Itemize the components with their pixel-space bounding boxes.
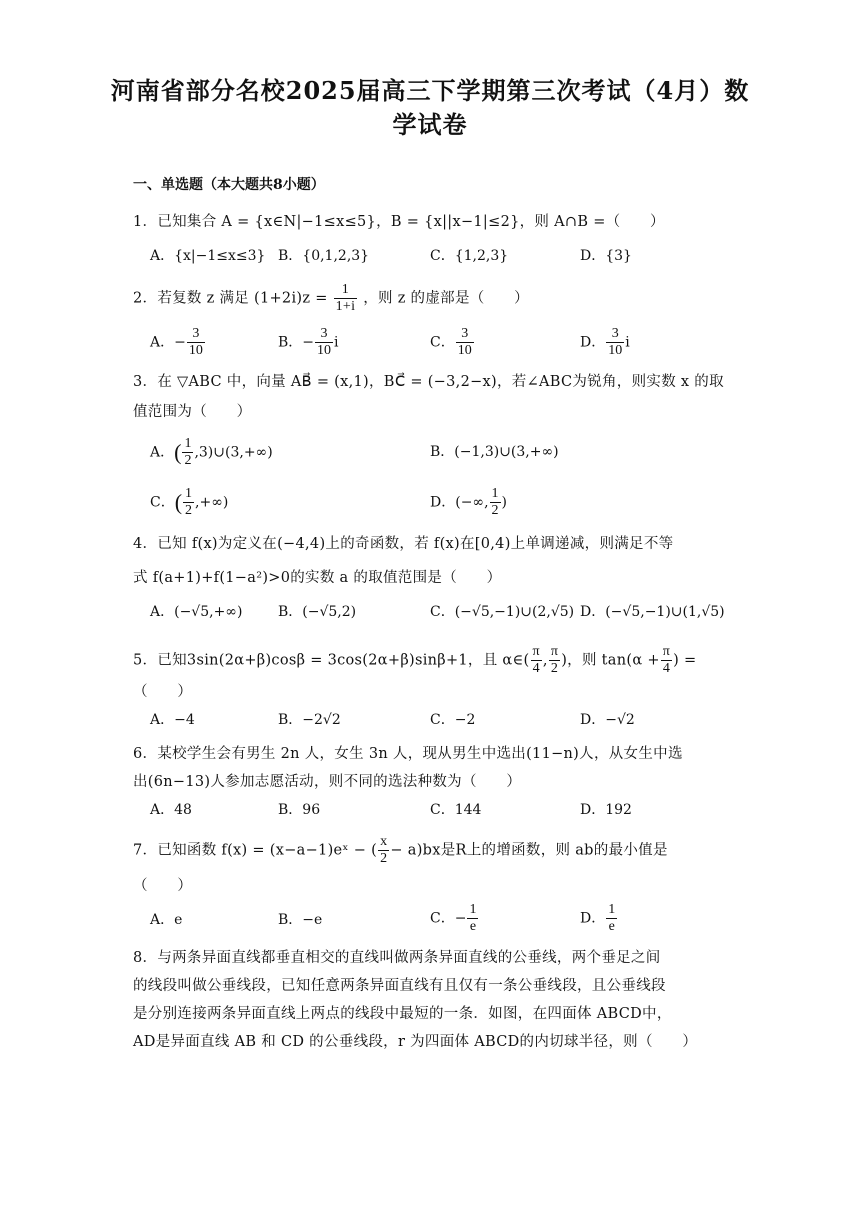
question-5-line2: （ ）: [133, 684, 193, 700]
q3-d-label: D．: [430, 494, 456, 511]
q2-option-b: [278, 326, 339, 359]
q2-fraction: [334, 282, 358, 315]
q2-a-sign: −: [174, 334, 186, 351]
q7-c-num: 1: [469, 902, 477, 917]
q3-d-pre: (−∞,: [455, 494, 489, 511]
q2-stem-b: ，则 z 的虚部是（ ）: [363, 290, 529, 307]
question-3-line1: 3．在 ▽ABC 中，向量 AB⃗ = (x,1)，BC⃗ = (−3,2−x)，若∠ABC为锐角，则实数 x 的取: [133, 374, 724, 390]
q2-a-den: 10: [188, 343, 203, 358]
q7-frac-num: x: [380, 834, 388, 849]
q3-a-rest: ,3)∪(3,+∞): [194, 444, 273, 461]
q2-option-a: [150, 326, 206, 359]
q7-frac-den: 2: [380, 851, 388, 866]
q4-option-b: B．(−√5,2): [278, 604, 357, 620]
q3-c-label: C．: [150, 494, 175, 511]
q5-two: 2: [550, 661, 559, 676]
question-8-line4: AD是异面直线 AB 和 CD 的公垂线段，r 为四面体 ABCD的内切球半径，则（ ）: [133, 1034, 698, 1050]
q2-d-den: 10: [608, 343, 623, 358]
q3-a-den: 2: [184, 453, 192, 468]
q5-part-a: 5．已知3sin(2α+β)cosβ = 3cos(2α+β)sinβ+1，且 α∈(: [133, 652, 530, 669]
question-8-line3: 是分别连接两条异面直线上两点的线段中最短的一条．如图，在四面体 ABCD中，: [133, 1006, 672, 1022]
q6-option-d: D．192: [580, 802, 632, 818]
q5-option-c: C．−2: [430, 712, 476, 728]
q3-c-num: 1: [185, 486, 193, 501]
q3-a-num: 1: [184, 436, 192, 451]
question-6-line2: 出(6n−13)人参加志愿活动，则不同的选法种数为（ ）: [133, 774, 522, 790]
q4-option-c: C．(−√5,−1)∪(2,√5): [430, 604, 575, 620]
q2-frac-num: 1: [334, 282, 358, 299]
q3-c-den: 2: [185, 503, 193, 518]
q2-option-c: [430, 326, 475, 359]
q3-d-num: 1: [491, 486, 499, 501]
question-5-line1: 5．已知3sin(2α+β)cosβ = 3cos(2α+β)sinβ+1，且 α∈( $\frac{\pi}{4}$ , $\frac{\pi}{2}$ )，则 tan(α + $\frac{\pi}{4}$ ) =: [133, 644, 697, 676]
q2-d-suffix: i: [625, 334, 630, 351]
q2-d-num: 3: [606, 326, 624, 343]
q5-option-a: A．−4: [150, 712, 195, 728]
q5-four-1: 4: [532, 661, 540, 676]
q1-option-d: D．{3}: [580, 248, 632, 264]
q5-option-d: D．−√2: [580, 712, 635, 728]
q2-d-label: D．: [580, 334, 606, 351]
question-1-stem: 1．已知集合 A = {x∈N|−1≤x≤5}，B = {x||x−1|≤2}，则 A∩B =（ ）: [133, 214, 665, 230]
question-8-line1: 8．与两条异面直线都垂直相交的直线叫做两条异面直线的公垂线，两个垂足之间: [133, 950, 661, 966]
question-3-line2: 值范围为（ ）: [133, 404, 252, 420]
q5-pi-1: π: [532, 644, 540, 659]
q5-pi-3: π: [662, 644, 671, 659]
question-4-line2: 式 f(a+1)+f(1−a²)>0的实数 a 的取值范围是（ ）: [133, 570, 502, 586]
q3-a-label: A．: [150, 444, 175, 461]
q4-option-d: D．(−√5,−1)∪(1,√5): [580, 604, 725, 620]
q5-four-2: 4: [662, 661, 671, 676]
question-7-line1: [133, 834, 753, 867]
q2-b-suffix: i: [334, 334, 339, 351]
section-heading: 一、单选题（本大题共8小题）: [133, 177, 325, 193]
q2-frac-den: 1+i: [335, 299, 356, 314]
q1-option-c: C．{1,2,3}: [430, 248, 509, 264]
q2-c-num: 3: [456, 326, 474, 343]
q3-d-rest: ): [501, 494, 508, 511]
q2-b-num: 3: [315, 326, 333, 343]
q1-option-b: B．{0,1,2,3}: [278, 248, 370, 264]
q3-option-b: B．(−1,3)∪(3,+∞): [430, 444, 559, 460]
q2-b-den: 10: [317, 343, 332, 358]
q4-option-a: A．(−√5,+∞): [150, 604, 243, 620]
q2-b-sign: −: [302, 334, 315, 351]
page-title: 河南省部分名校2025届高三下学期第三次考试（4月）数学试卷: [110, 76, 750, 139]
q2-a-label: A．: [150, 334, 175, 351]
q3-option-c: C．( $\frac{1}{2}$ ,+∞): [150, 486, 229, 518]
q7-option-d: [580, 902, 618, 935]
q6-option-b: B．96: [278, 802, 321, 818]
q2-b-label: B．: [278, 334, 303, 351]
q7-option-c: [430, 902, 479, 935]
q2-option-d: [580, 326, 630, 359]
q7-part-b: − a)bx是R上的增函数，则 ab的最小值是: [390, 842, 668, 859]
q7-c-label: C．−: [430, 910, 467, 927]
q5-option-b: B．−2√2: [278, 712, 341, 728]
q6-option-c: C．144: [430, 802, 482, 818]
q5-part-b: )，则 tan(α +: [561, 652, 660, 669]
q3-d-den: 2: [491, 503, 499, 518]
q7-option-b: B．−e: [278, 912, 323, 928]
question-6-line1: 6．某校学生会有男生 2n 人，女生 3n 人，现从男生中选出(11−n)人，从女生中选: [133, 746, 683, 762]
q6-option-a: A．48: [150, 802, 192, 818]
q5-part-c: ) =: [673, 652, 697, 669]
q3-option-d: [430, 486, 507, 519]
q2-a-num: 3: [187, 326, 205, 343]
q2-stem-a: 2．若复数 z 满足 (1+2i)z =: [133, 290, 328, 307]
question-4-line1: 4．已知 f(x)为定义在(−4,4)上的奇函数，若 f(x)在[0,4)上单调递减，则满足不等: [133, 536, 674, 552]
q7-c-den: e: [469, 919, 477, 934]
q7-option-a: A．e: [150, 912, 183, 928]
q7-d-label: D．: [580, 910, 606, 927]
q7-d-den: e: [608, 919, 615, 934]
q7-d-num: 1: [608, 902, 616, 917]
q2-c-label: C．: [430, 334, 455, 351]
q5-pi-2: π: [550, 644, 559, 659]
question-7-line2: （ ）: [133, 878, 193, 894]
question-8-line2: 的线段叫做公垂线段，已知任意两条异面直线有且仅有一条公垂线段，且公垂线段: [133, 978, 666, 994]
q1-option-a: A．{x|−1≤x≤3}: [150, 248, 266, 264]
q7-part-a: 7．已知函数 f(x) = (x−a−1)eˣ − (: [133, 842, 378, 859]
q3-option-a: A．( $\frac{1}{2}$ ,3)∪(3,+∞): [150, 436, 273, 468]
q2-c-den: 10: [457, 343, 472, 358]
question-2-stem: [133, 282, 733, 315]
q3-c-rest: ,+∞): [195, 494, 229, 511]
